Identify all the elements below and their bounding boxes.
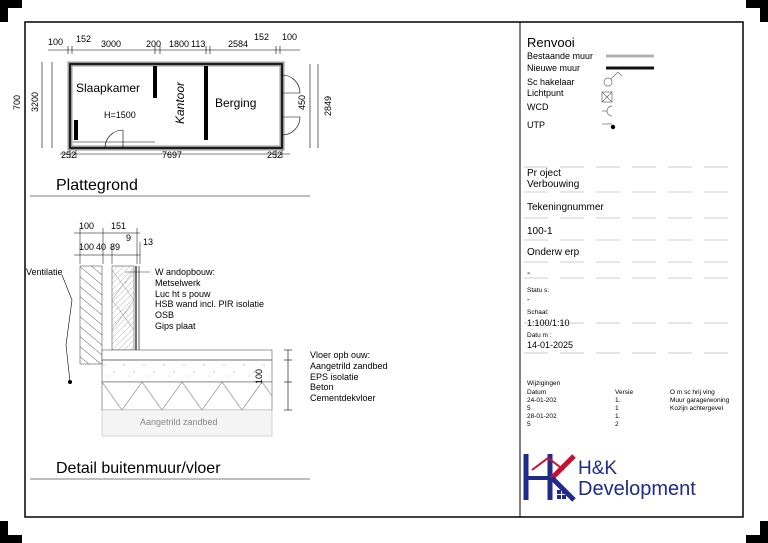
status-label: Statu s: bbox=[527, 287, 550, 294]
legend-title: Renvooi bbox=[527, 35, 575, 50]
status-value: - bbox=[527, 295, 530, 304]
detail-sand-label: Aangetrild zandbed bbox=[140, 417, 218, 427]
logo-line1: H&K bbox=[578, 458, 618, 479]
date-label: Datu m : bbox=[527, 332, 552, 339]
room-kantoor: Kantoor bbox=[173, 81, 187, 124]
legend-new-wall: Nieuwe muur bbox=[527, 63, 581, 73]
wall-build-text: W andopbouw: Metselwerk Luc ht s pouw HSB wand incl. PIR isolatie OSB Gips plaat bbox=[155, 267, 265, 331]
date-value: 14-01-2025 bbox=[527, 340, 574, 350]
revision-descs: Muur garage/woning Kozijn achtergevel bbox=[670, 397, 730, 412]
legend-utp: UTP bbox=[527, 120, 545, 130]
number-value: 100-1 bbox=[527, 226, 553, 237]
legend-switch: Sc hakelaar bbox=[527, 77, 575, 87]
legend-existing-wall: Bestaande muur bbox=[527, 51, 594, 61]
detail-dims-top: 100 151 100 40 89 9 13 bbox=[79, 221, 154, 252]
scale-value: 1:100/1:10 bbox=[527, 318, 570, 328]
subject-value: - bbox=[527, 268, 531, 279]
legend-socket: WCD bbox=[527, 102, 549, 112]
hk-house-icon bbox=[526, 454, 574, 500]
floor-build-text: Vloer opb ouw: Aangetrild zandbed EPS isolatie Beton Cementdekvloer bbox=[310, 350, 388, 403]
subject-label: Onderw erp bbox=[527, 247, 580, 258]
room-berging: Berging bbox=[215, 96, 257, 110]
number-label: Tekeningnummer bbox=[527, 202, 604, 213]
lightpoint-icon bbox=[602, 92, 612, 102]
revisions-col-desc: O m sc hrij ving bbox=[670, 389, 715, 396]
plan-dim-left-inner: 3200 bbox=[30, 91, 40, 112]
window-height: H=1500 bbox=[104, 110, 136, 120]
wall-floor-detail bbox=[26, 221, 390, 479]
logo-line2: Development bbox=[578, 478, 696, 500]
revisions-title: Wijzigingen bbox=[527, 380, 561, 387]
floor-dim: 100 bbox=[254, 368, 264, 384]
room-slaapkamer: Slaapkamer bbox=[76, 81, 141, 95]
revision-dates: 24-01-202 5 28-01-202 5 bbox=[527, 397, 557, 428]
titleblock bbox=[524, 167, 738, 428]
utp-icon bbox=[602, 124, 615, 129]
plan-dim-right-inner: 450 bbox=[297, 94, 307, 110]
socket-icon bbox=[602, 106, 612, 116]
project-value: Verbouwing bbox=[527, 179, 580, 190]
revisions-col-date: Datum bbox=[527, 389, 547, 396]
detail-title: Detail buitenmuur/vloer bbox=[56, 460, 221, 477]
plan-dim-right-outer: 2849 bbox=[323, 95, 333, 116]
scale-label: Schaal: bbox=[527, 309, 549, 316]
project-label: Pr oject bbox=[527, 168, 561, 179]
switch-icon bbox=[604, 72, 622, 86]
company-logo bbox=[526, 454, 696, 500]
legend-lightpoint: Lichtpunt bbox=[527, 88, 564, 98]
legend bbox=[527, 35, 654, 130]
plan-dim-left-outer: 700 bbox=[12, 94, 22, 110]
revision-versions: 1. 1 1. 2 bbox=[615, 397, 621, 428]
plan-dim-bottom: 252 7697 252 bbox=[61, 150, 283, 160]
revisions-col-version: Versie bbox=[615, 389, 634, 396]
plan-dim-top: 100 152 3000 200 1800 113 2584 152 100 bbox=[48, 32, 298, 49]
plan-title: Plattegrond bbox=[56, 177, 138, 194]
floor-plan bbox=[12, 32, 333, 196]
ventilation-label: Ventilatie bbox=[26, 267, 63, 277]
